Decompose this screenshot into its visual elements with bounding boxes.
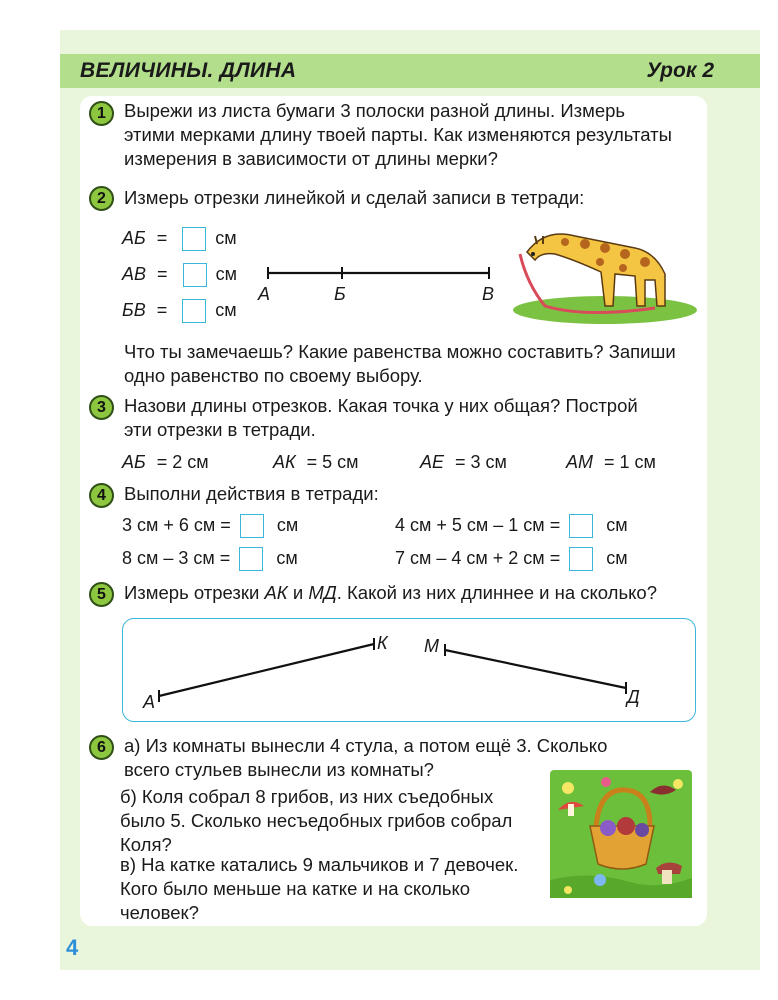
segment-value: = 3 см [455, 452, 507, 472]
task-6a-line: всего стульев вынесли из комнаты? [124, 759, 434, 780]
task-1-line: Вырежи из листа бумаги 3 полоски разной длины. Измерь [124, 100, 626, 121]
unit-label: см [276, 515, 299, 535]
task-4-equation [395, 513, 628, 538]
task-1-line: измерения в зависимости от длины мерки? [124, 148, 498, 169]
task-6a-line: а) Из комнаты вынесли 4 стула, а потом ещё 3. Сколько [124, 735, 608, 756]
equals-sign: = [156, 228, 168, 248]
task-5-text-part: и [287, 582, 309, 603]
task-6b-line: Коля? [120, 834, 172, 855]
segment-value: = 2 см [156, 452, 209, 472]
task-3-item [122, 450, 209, 474]
giraffe-illustration [505, 214, 697, 326]
page-number: 4 [66, 935, 79, 960]
segment-value: = 1 см [604, 452, 656, 472]
task-4-equation [122, 513, 298, 538]
task-3-line: Назови длины отрезков. Какая точка у них общая? Построй [124, 395, 638, 416]
mushroom-basket-illustration [550, 770, 692, 898]
lesson-header [60, 54, 760, 88]
task-2-badge: 2 [89, 186, 114, 211]
expression: 8 см – 3 см = [122, 548, 231, 568]
segment-label: МД [308, 582, 337, 603]
expression: 3 см + 6 см = [122, 515, 231, 535]
segment-label: АК [264, 582, 288, 603]
answer-box[interactable] [183, 263, 207, 287]
answer-box[interactable] [569, 547, 593, 571]
answer-box[interactable] [239, 547, 263, 571]
task-6b-line: было 5. Сколько несъедобных грибов собрал [120, 810, 513, 831]
unit-label: см [606, 515, 628, 535]
unit-label: см [215, 264, 237, 284]
task-4-equation [395, 546, 628, 571]
unit-label: см [606, 548, 628, 568]
task-2-row [122, 262, 237, 287]
task-5-text-part: Измерь отрезки [124, 582, 265, 603]
task-6b-text [120, 785, 530, 857]
task-2-row [122, 298, 237, 323]
segment-label: АВ [122, 264, 147, 284]
equals-sign: = [156, 300, 168, 320]
task-6c-text [120, 853, 540, 925]
task-1-text [124, 99, 696, 171]
segment-label: АЕ [420, 452, 445, 472]
task-3-text [124, 394, 696, 442]
task-6c-line: в) На катке катались 9 мальчиков и 7 девочек. [120, 854, 519, 875]
task-2-row [122, 226, 237, 251]
task-1-badge: 1 [89, 101, 114, 126]
unit-label: см [276, 548, 298, 568]
task-6b-line: б) Коля собрал 8 грибов, из них съедобных [120, 786, 494, 807]
task-2-question-line: Что ты замечаешь? Какие равенства можно составить? Запиши [124, 341, 676, 362]
task-4-equation [122, 546, 298, 571]
expression: 7 см – 4 см + 2 см = [395, 548, 561, 568]
task-2-question [124, 340, 696, 388]
lesson-title: ВЕЛИЧИНЫ. ДЛИНА [80, 59, 297, 82]
task-3-item [566, 450, 656, 474]
answer-box[interactable] [182, 299, 206, 323]
equals-sign: = [157, 264, 168, 284]
task-5-text [124, 581, 657, 605]
task-2-question-line: одно равенство по своему выбору. [124, 365, 423, 386]
lesson-number: Урок 2 [646, 59, 714, 82]
segment-label: БВ [122, 300, 146, 320]
task-1-line: этими мерками длину твоей парты. Как изменяются результаты [124, 124, 672, 145]
segment-ak [159, 644, 374, 696]
task-5-text-part: . Какой из них длиннее и на сколько? [336, 582, 657, 603]
point-label: Б [334, 284, 346, 304]
task-3-item [273, 450, 359, 474]
point-label: М [424, 636, 439, 656]
task-6c-line: Кого было меньше на катке и на сколько [120, 878, 471, 899]
task-2-text: Измерь отрезки линейкой и сделай записи в тетради: [124, 187, 585, 208]
task-3-item [420, 450, 507, 474]
expression: 4 см + 5 см – 1 см = [395, 515, 561, 535]
unit-label: см [215, 228, 237, 248]
answer-box[interactable] [569, 514, 593, 538]
segment-label: АБ [122, 452, 146, 472]
segment-label: АБ [122, 228, 146, 248]
task-6c-line: человек? [120, 902, 199, 923]
answer-box[interactable] [182, 227, 206, 251]
segment-md [445, 650, 626, 688]
task-3-badge: 3 [89, 395, 114, 420]
task-5-badge: 5 [89, 582, 114, 607]
segment-label: АК [273, 452, 296, 472]
segment-label: АМ [566, 452, 593, 472]
task-6-badge: 6 [89, 735, 114, 760]
point-label: В [482, 284, 495, 304]
segment-value: = 5 см [306, 452, 359, 472]
point-label: Д [627, 687, 640, 707]
point-label: К [377, 633, 388, 653]
segments-drawing [122, 618, 696, 722]
task-4-badge: 4 [89, 483, 114, 508]
segment-abv [255, 262, 505, 302]
task-3-line: эти отрезки в тетради. [124, 419, 316, 440]
task-4-text: Выполни действия в тетради: [124, 483, 379, 504]
point-label: А [258, 284, 271, 304]
unit-label: см [215, 300, 237, 320]
answer-box[interactable] [240, 514, 264, 538]
point-label: А [143, 692, 156, 712]
